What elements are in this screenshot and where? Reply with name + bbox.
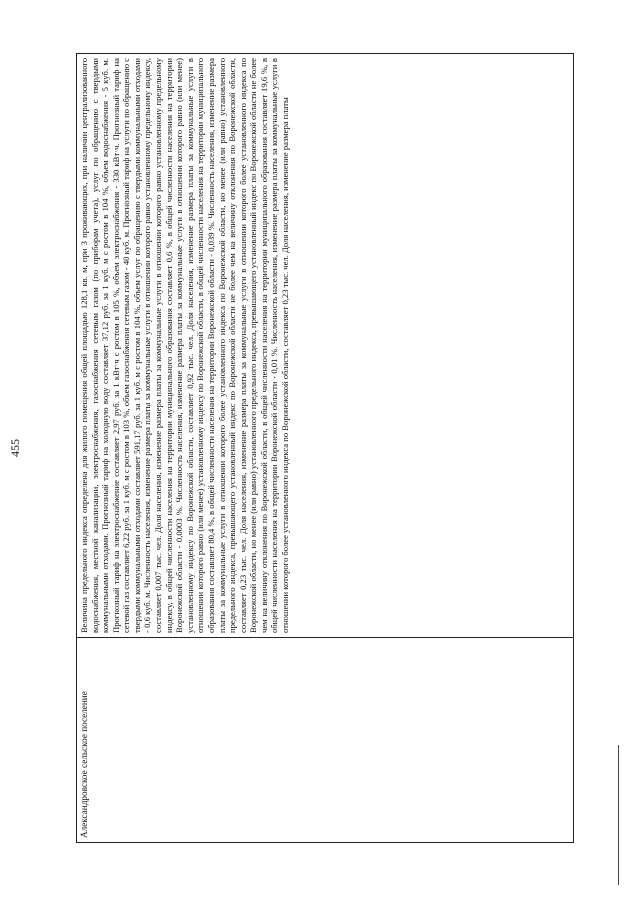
settlement-table (76, 53, 574, 843)
page-number: 455 (8, 439, 22, 457)
settlement-description-cell: Величина предельного индекса определена для жилого помещения общей площадью 128,1 кв. м, при 3 проживающих, при наличии централизованного водоснабжения, местной канализации, электроснабжения, газоснабжения сетевым газом (по приборам учета), услуг по обращению с твердыми коммунальными отходами. Прогнозный тариф на холодную воду составляет 37,12 руб. за 1 куб. м с ростом в 104 %, объем водоснабжения - 5 куб. м. Прогнозный тариф на электроснабжение составляет 2,97 руб. за 1 кВт·ч с ростом в 105 %, объем электроснабжения - 330 кВт·ч. Прогнозный тариф на сетевой газ составляет 6,22 руб. за 1 куб. м с ростом в 103 %, объем газоснабжения сетевым газом - 40 куб. м. Прогнозный тариф на услуги по обращению с твердыми коммунальными отходами составляет 591,17 руб. за 1 куб. м с ростом в 104 %, объем услуг по обращению с твердыми коммунальными отходами - 0,6 куб. м. Численность населения, изменение размера платы за коммунальные услуги в отношении которого равно установленному предельному индексу, составляет 0,007 тыс. чел. Доля населения, изменение размера платы за коммунальные услуги в отношении которого равно установленному предельному индексу, в общей численности населения на территории муниципального образования составляет 0,6 %, в общей численности населения на территории Воронежской области - 0,0003 %. Численность населения, изменение размера платы за коммунальные услуги в отношении которого равно (или менее) установленному индексу по Воронежской области, составляет 0,92 тыс. чел. Доля населения, изменение размера платы за коммунальные услуги в отношении которого равно (или менее) установленному индексу по Воронежской области, в общей численности населения на территории муниципального образования составляет 80,4 %, в общей численности населения на территории Воронежской области - 0,039 %. Численность населения, изменение размера платы за коммунальные услуги в отношении которого более установленного индекса по Воронежской области, но менее (или равно) установленного предельного индекса, превышающего установленный индекс по Воронежской области не более чем на величину отклонения по Воронежской области, составляет 0,23 тыс. чел. Доля населения, изменение размера платы за коммунальные услуги в отношении которого более установленного индекса по Воронежской области, но менее (или равно) установленного предельного индекса, превышающего установленный индекс по Воронежской области не более чем на величину отклонения по Воронежской области, в общей численности населения на территории муниципального образования составляет 19,6 %, в общей численности населения на территории Воронежской области - 0,01 %. Численность населения, изменение размера платы за коммунальные услуги в отношении которого более установленного индекса по Воронежской области, составляет 0,23 тыс. чел. Доля населения, изменение размера платы (77, 54, 574, 638)
settlement-name-cell: Александровское сельское поселение (77, 638, 574, 843)
footnote-separator (618, 745, 619, 885)
table-row (77, 54, 574, 843)
